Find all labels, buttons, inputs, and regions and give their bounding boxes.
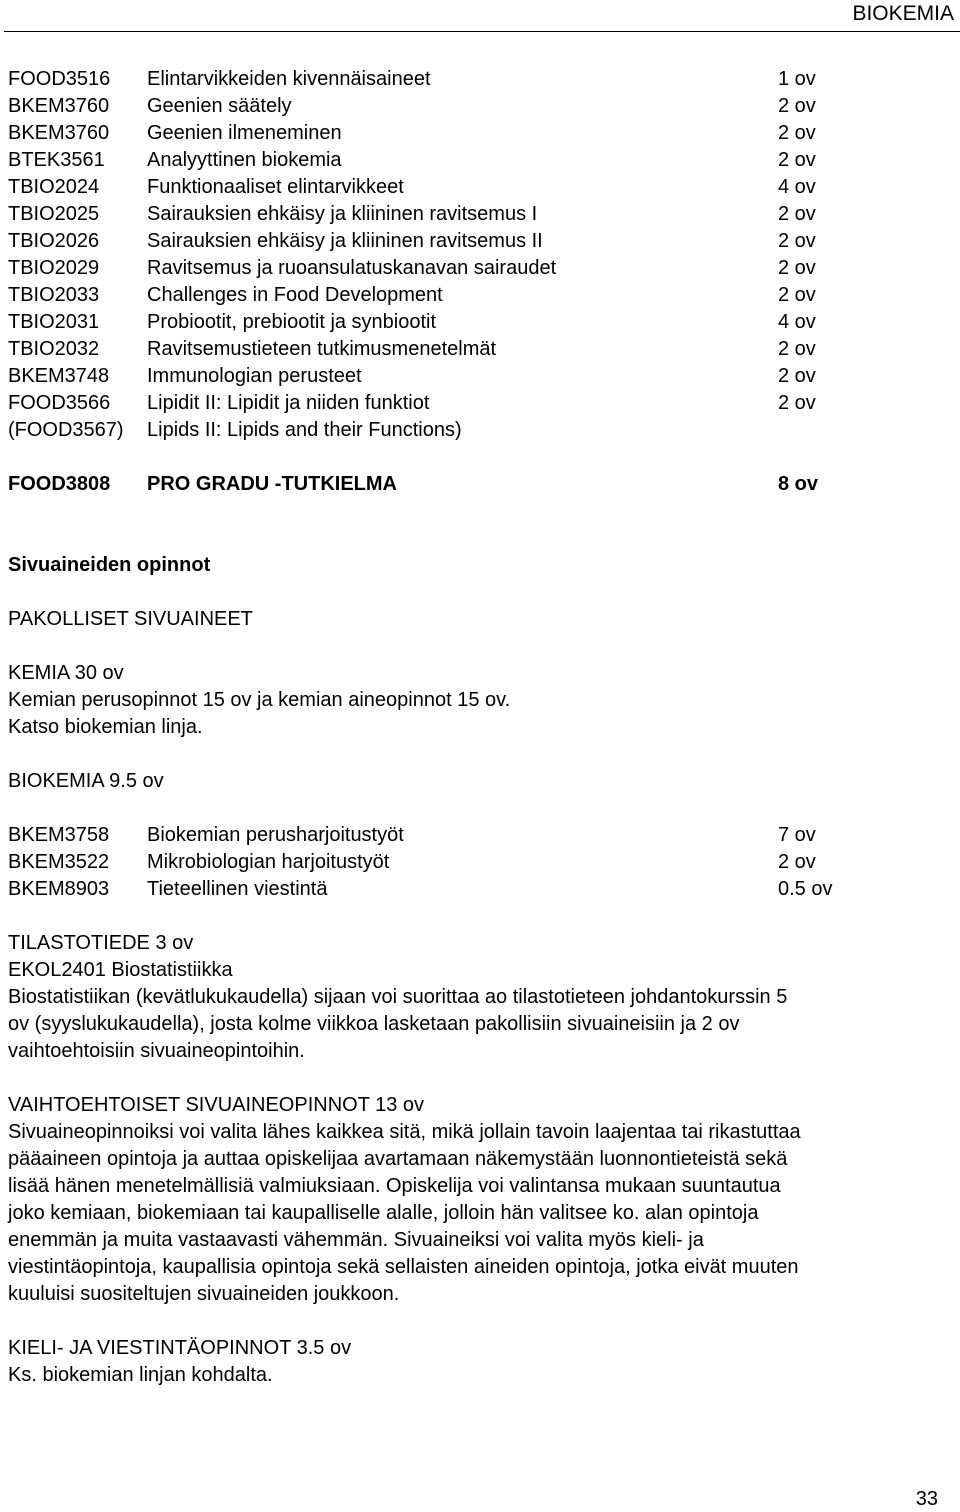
course-name: PRO GRADU -TUTKIELMA	[147, 473, 397, 495]
course-credits: 4 ov	[778, 311, 816, 333]
course-credits: 8 ov	[778, 473, 819, 495]
paragraph-line: Biostatistiikan (kevätlukukaudella) sijaan voi suorittaa ao tilastotieteen johdantokurssin 5	[8, 986, 788, 1008]
language-studies-title: KIELI- JA VIESTINTÄOPINNOT 3.5 ov	[8, 1337, 352, 1359]
course-row	[8, 174, 938, 201]
course-credits: 0.5 ov	[778, 878, 833, 900]
running-header-title: BIOKEMIA	[852, 2, 954, 25]
course-code: FOOD3808	[8, 473, 111, 495]
course-name: Sairauksien ehkäisy ja kliininen ravitsemus I	[147, 203, 538, 225]
paragraph-line: viestintäopintoja, kaupallisia opintoja sekä sellaisten aineiden opintoja, jotka eivät muuten	[8, 1256, 799, 1278]
paragraph-line: ov (syyslukukaudella), josta kolme viikkoa lasketaan pakollisiin sivuaineisiin ja 2 ov	[8, 1013, 740, 1035]
biokemia-title: BIOKEMIA 9.5 ov	[8, 770, 164, 792]
course-name: Sairauksien ehkäisy ja kliininen ravitsemus II	[147, 230, 543, 252]
kemia-description: Kemian perusopinnot 15 ov ja kemian aineopinnot 15 ov.	[8, 689, 511, 711]
course-list	[8, 66, 938, 444]
course-credits: 4 ov	[778, 176, 816, 198]
course-code: (FOOD3567)	[8, 419, 124, 441]
course-credits: 2 ov	[778, 365, 816, 387]
course-row	[8, 876, 938, 903]
course-row	[8, 201, 938, 228]
course-row	[8, 282, 938, 309]
course-name: Mikrobiologian harjoitustyöt	[147, 851, 390, 873]
optional-minors-paragraph	[8, 1119, 938, 1308]
course-name: Ravitsemus ja ruoansulatuskanavan sairaudet	[147, 257, 557, 279]
course-credits: 2 ov	[778, 122, 816, 144]
page-number: 33	[915, 1488, 938, 1510]
course-name: Immunologian perusteet	[147, 365, 362, 387]
language-studies-reference: Ks. biokemian linjan kohdalta.	[8, 1364, 273, 1386]
course-code: BKEM3760	[8, 122, 110, 144]
thesis-row	[8, 471, 938, 498]
optional-minors-title: VAIHTOEHTOISET SIVUAINEOPINNOT 13 ov	[8, 1094, 425, 1116]
course-code: TBIO2024	[8, 176, 100, 198]
page-content	[8, 66, 938, 1389]
minor-studies-heading: Sivuaineiden opinnot	[8, 554, 211, 576]
paragraph-line: lisää hänen menetelmällisiä valmiuksiaan. Opiskelija voi valintansa mukaan suuntautua	[8, 1175, 781, 1197]
course-code: BKEM3748	[8, 365, 110, 387]
course-row	[8, 336, 938, 363]
course-row	[8, 363, 938, 390]
course-credits: 2 ov	[778, 284, 816, 306]
course-credits: 2 ov	[778, 149, 816, 171]
compulsory-minors-heading: PAKOLLISET SIVUAINEET	[8, 608, 253, 630]
course-credits: 2 ov	[778, 338, 816, 360]
kemia-title: KEMIA 30 ov	[8, 662, 124, 684]
tilastotiede-paragraph	[8, 984, 938, 1065]
paragraph-line: enemmän ja muita vastaavasti vähemmän. Sivuaineiksi voi valita myös kieli- ja	[8, 1229, 704, 1251]
course-code: BKEM3522	[8, 851, 110, 873]
course-credits: 2 ov	[778, 851, 816, 873]
paragraph-line: vaihtoehtoisiin sivuaineopintoihin.	[8, 1040, 305, 1062]
course-name: Geenien ilmeneminen	[147, 122, 342, 144]
course-code: TBIO2031	[8, 311, 100, 333]
course-row	[8, 390, 938, 417]
course-row	[8, 309, 938, 336]
course-row	[8, 822, 938, 849]
course-name: Analyyttinen biokemia	[147, 149, 342, 171]
course-name: Probiootit, prebiootit ja synbiootit	[147, 311, 437, 333]
course-name: Elintarvikkeiden kivennäisaineet	[147, 68, 431, 90]
course-name: Lipids II: Lipids and their Functions)	[147, 419, 462, 441]
course-credits: 2 ov	[778, 257, 816, 279]
tilastotiede-title: TILASTOTIEDE 3 ov	[8, 932, 194, 954]
course-code: TBIO2033	[8, 284, 100, 306]
course-row	[8, 849, 938, 876]
course-row	[8, 66, 938, 93]
course-code: BKEM3758	[8, 824, 110, 846]
course-name: Challenges in Food Development	[147, 284, 443, 306]
course-credits: 2 ov	[778, 230, 816, 252]
course-code: TBIO2029	[8, 257, 100, 279]
course-code: BKEM8903	[8, 878, 110, 900]
course-name: Geenien säätely	[147, 95, 292, 117]
course-code: BTEK3561	[8, 149, 105, 171]
course-code: FOOD3566	[8, 392, 111, 414]
course-row	[8, 120, 938, 147]
course-name: Funktionaaliset elintarvikkeet	[147, 176, 404, 198]
course-row	[8, 255, 938, 282]
course-code: BKEM3760	[8, 95, 110, 117]
course-code: TBIO2032	[8, 338, 100, 360]
paragraph-line: Sivuaineopinnoiksi voi valita lähes kaikkea sitä, mikä jollain tavoin laajentaa tai rikastuttaa	[8, 1121, 801, 1143]
course-credits: 2 ov	[778, 392, 816, 414]
course-credits: 7 ov	[778, 824, 816, 846]
course-name: Tieteellinen viestintä	[147, 878, 328, 900]
biokemia-course-list	[8, 822, 938, 903]
header-rule	[4, 31, 960, 32]
course-name: Lipidit II: Lipidit ja niiden funktiot	[147, 392, 430, 414]
course-row	[8, 93, 938, 120]
course-name: Biokemian perusharjoitustyöt	[147, 824, 404, 846]
paragraph-line: pääaineen opintoja ja auttaa opiskelijaa avartamaan näkemystään luonnontieteistä sekä	[8, 1148, 788, 1170]
paragraph-line: joko kemiaan, biokemiaan tai kaupalliselle alalle, jolloin hän valitsee ko. alan opintoja	[8, 1202, 759, 1224]
course-credits: 2 ov	[778, 95, 816, 117]
tilastotiede-course: EKOL2401 Biostatistiikka	[8, 959, 233, 981]
course-row	[8, 147, 938, 174]
course-row	[8, 228, 938, 255]
course-row	[8, 417, 938, 444]
course-code: FOOD3516	[8, 68, 111, 90]
course-code: TBIO2026	[8, 230, 100, 252]
course-credits: 2 ov	[778, 203, 816, 225]
course-name: Ravitsemustieteen tutkimusmenetelmät	[147, 338, 497, 360]
kemia-reference: Katso biokemian linja.	[8, 716, 203, 738]
paragraph-line: kuuluisi suositeltujen sivuaineiden joukkoon.	[8, 1283, 400, 1305]
course-code: TBIO2025	[8, 203, 100, 225]
course-credits: 1 ov	[778, 68, 816, 90]
